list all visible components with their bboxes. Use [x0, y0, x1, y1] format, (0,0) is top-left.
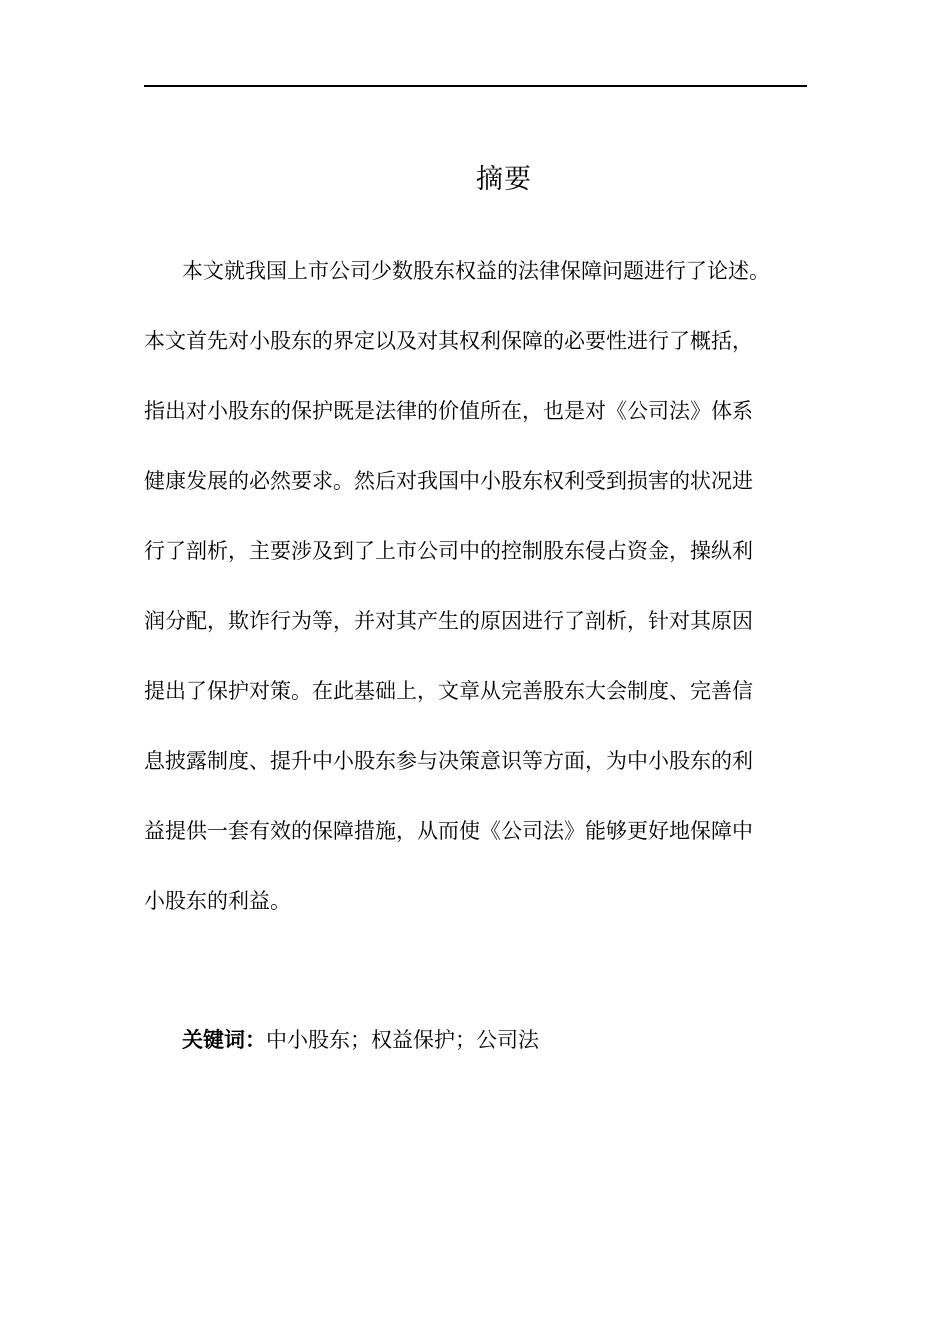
header-rule: [144, 85, 807, 87]
abstract-line: 本文首先对小股东的界定以及对其权利保障的必要性进行了概括，: [144, 329, 753, 353]
abstract-body: [144, 244, 808, 944]
abstract-line: 息披露制度、提升中小股东参与决策意识等方面，为中小股东的利: [144, 749, 753, 773]
abstract-line: 健康发展的必然要求。然后对我国中小股东权利受到损害的状况进: [144, 469, 753, 493]
abstract-line: 本文就我国上市公司少数股东权益的法律保障问题进行了论述。: [182, 259, 770, 283]
abstract-line: 益提供一套有效的保障措施，从而使《公司法》能够更好地保障中: [144, 819, 753, 843]
abstract-line: 提出了保护对策。在此基础上，文章从完善股东大会制度、完善信: [144, 679, 753, 703]
keywords-text: 中小股东；权益保护；公司法: [266, 1028, 539, 1052]
abstract-line: 润分配，欺诈行为等，并对其产生的原因进行了剖析，针对其原因: [144, 609, 753, 633]
page-title: 摘要: [476, 164, 532, 195]
abstract-line: 指出对小股东的保护既是法律的价值所在，也是对《公司法》体系: [144, 399, 753, 423]
keywords: [182, 1020, 539, 1060]
abstract-line: 行了剖析，主要涉及到了上市公司中的控制股东侵占资金，操纵利: [144, 539, 753, 563]
abstract-line: 小股东的利益。: [144, 889, 291, 913]
keywords-label: 关键词：: [182, 1028, 266, 1052]
